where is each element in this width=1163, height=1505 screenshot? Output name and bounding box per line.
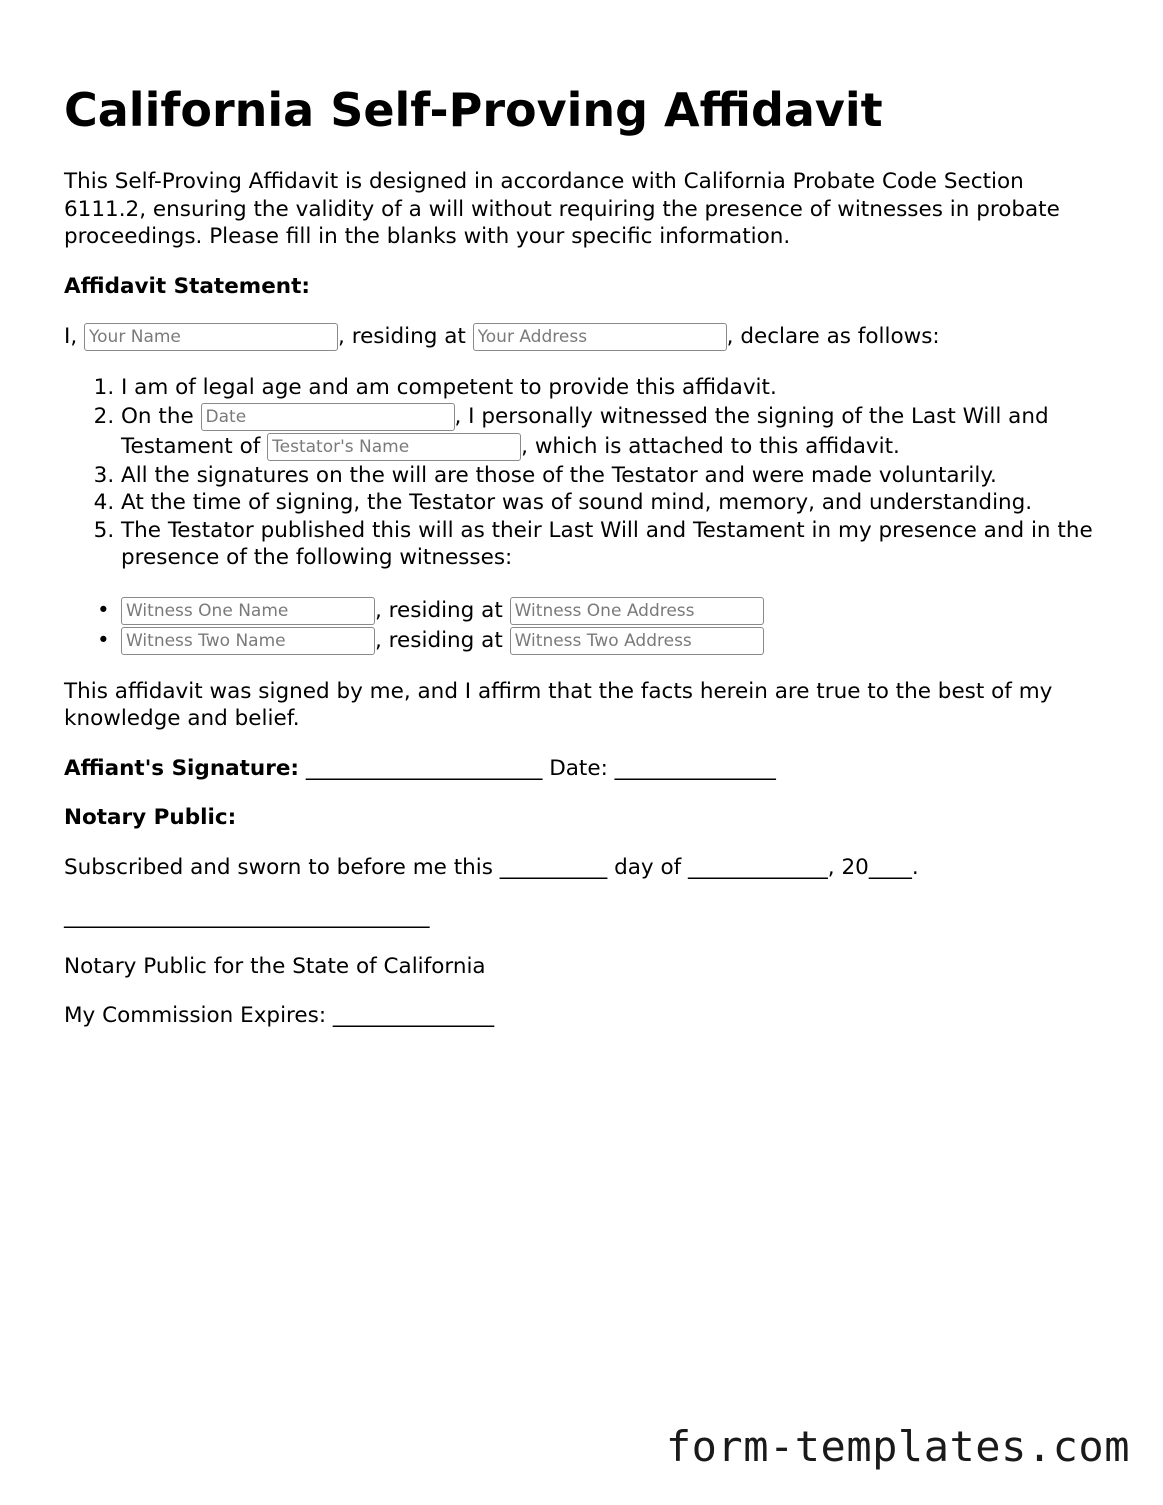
- affiant-date-blank: _______________: [614, 755, 776, 781]
- witness-item-2: [97, 626, 1104, 656]
- witness-one-name-input[interactable]: [121, 597, 375, 625]
- witness-two-address-input[interactable]: [510, 627, 764, 655]
- witness-two-residing-text: , residing at: [375, 627, 503, 653]
- statements-list: [64, 374, 1104, 572]
- statement-item-3: [121, 462, 1104, 490]
- statement-item-1: [121, 374, 1104, 402]
- witnesses-list: [64, 596, 1104, 656]
- notary-heading: Notary Public:: [64, 805, 237, 830]
- declaration-line: [64, 322, 1104, 352]
- declaration-prefix: I,: [64, 324, 78, 349]
- bullet-icon: •: [97, 627, 110, 653]
- notary-state-text: Notary Public for the State of California: [64, 953, 486, 979]
- statement-item-4: [121, 489, 1104, 517]
- statement-5-text: The Testator published this will as their Last Will and Testament in my presence and in the presence of the following witnesses:: [121, 517, 1093, 570]
- statement-1-text: I am of legal age and am competent to provide this affidavit.: [121, 375, 777, 400]
- witness-one-address-input[interactable]: [510, 597, 764, 625]
- affirmation-paragraph: This affidavit was signed by me, and I affirm that the facts herein are true to the best of my knowledge and belief.: [64, 678, 1053, 731]
- testator-name-input[interactable]: [267, 433, 521, 461]
- declaration-middle: , residing at: [338, 324, 466, 349]
- affidavit-page: [64, 80, 1104, 1030]
- affiant-signature-line: [64, 755, 1104, 783]
- witness-two-name-input[interactable]: [121, 627, 375, 655]
- witness-one-residing-text: , residing at: [375, 597, 503, 623]
- statement-2-middle: , I personally witnessed the signing of the Last Will and Testament of: [121, 403, 1049, 459]
- bullet-icon: •: [97, 597, 110, 623]
- witness-date-input[interactable]: [201, 403, 455, 431]
- affidavit-statement-heading: Affidavit Statement:: [64, 273, 310, 299]
- affiant-signature-label: Affiant's Signature:: [64, 755, 299, 781]
- declaration-suffix: , declare as follows:: [726, 324, 940, 349]
- notary-commission-line: My Commission Expires: _______________: [64, 1003, 495, 1028]
- statement-2-prefix: On the: [121, 403, 194, 429]
- statement-4-text: At the time of signing, the Testator was of sound mind, memory, and understanding.: [121, 490, 1033, 515]
- intro-paragraph: This Self-Proving Affidavit is designed in accordance with California Probate Code Section 6111.2, ensuring the validity of a will without requiring the presence of witnesses in probate proceedings. Please fill in the blanks with your specific information.: [64, 169, 1060, 249]
- notary-sworn-line: Subscribed and sworn to before me this __________ day of _____________, 20____.: [64, 854, 919, 880]
- your-name-input[interactable]: [84, 323, 338, 351]
- statement-item-2: [121, 402, 1104, 462]
- statement-item-5: [121, 517, 1104, 572]
- notary-signature-blank: __________________________________: [64, 904, 430, 929]
- witness-item-1: [97, 596, 1104, 626]
- statement-3-text: All the signatures on the will are those of the Testator and were made voluntarily.: [121, 462, 997, 488]
- page-title: California Self-Proving Affidavit: [64, 83, 883, 137]
- affiant-signature-blank: ______________________: [305, 755, 543, 781]
- affiant-date-label: Date:: [549, 755, 608, 781]
- statement-2-suffix: , which is attached to this affidavit.: [521, 433, 900, 459]
- your-address-input[interactable]: [473, 323, 727, 351]
- watermark-logo: form-templates.com: [665, 1422, 1130, 1471]
